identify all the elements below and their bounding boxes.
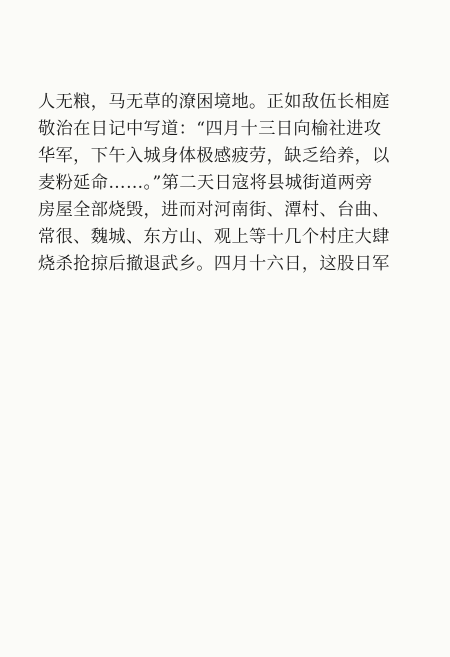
text-line: 华军，下午入城身体极感疲劳，缺乏给养，以 <box>38 146 390 166</box>
text-line: 常很、魏城、东方山、观上等十几个村庄大肆 <box>38 227 390 247</box>
text-line: 房屋全部烧毁，进而对河南街、潭村、台曲、 <box>38 200 390 220</box>
text-line: 敬治在日记中写道：“四月十三日向榆社进攻 <box>38 119 382 139</box>
text-line: 麦粉延命……。”第二天日寇将县城街道两旁 <box>38 173 373 193</box>
text-line: 烧杀抢掠后撤退武乡。四月十六日，这股日军 <box>38 254 390 274</box>
text-line: 人无粮，马无草的潦困境地。正如敌伍长相庭 <box>38 92 390 112</box>
